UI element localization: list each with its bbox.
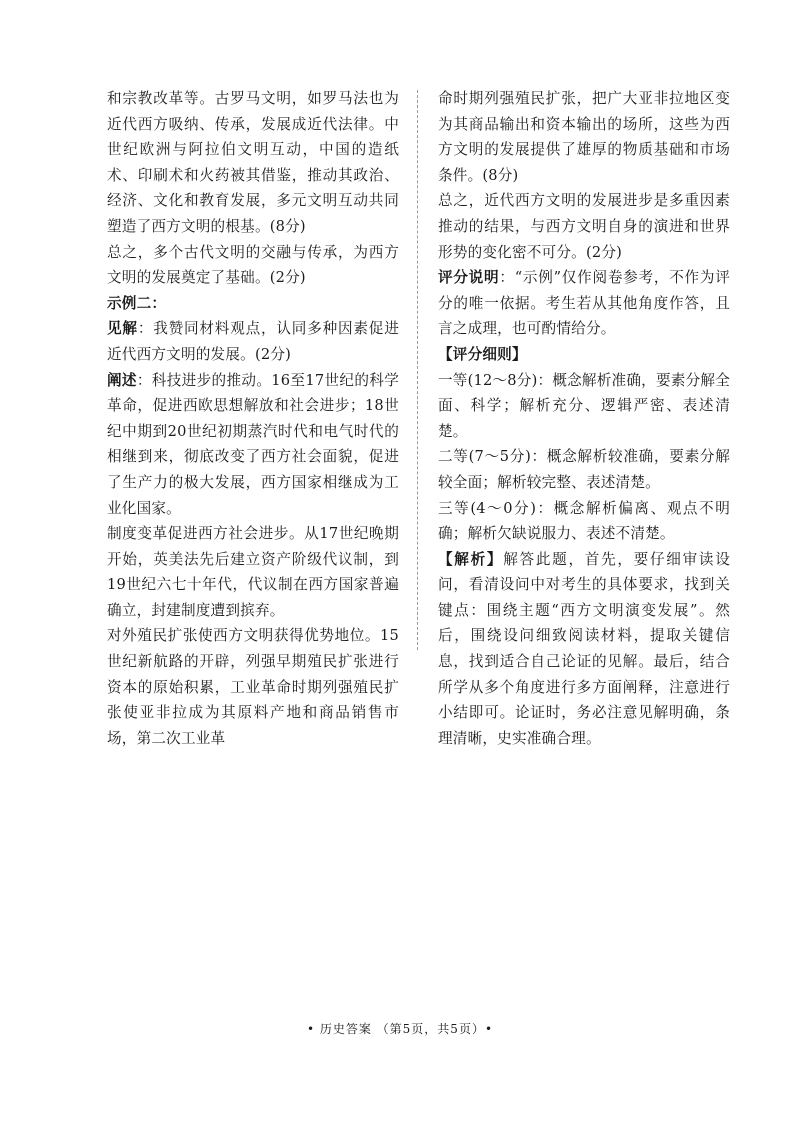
explain-paragraph [107,368,399,522]
right-paragraph-summary-2: 总之，近代西方文明的发展进步是多重因素推动的结果，与西方文明自身的演进和世界形势的变化密不可分。(2分) [438,192,730,261]
view-label: 见解 [107,320,138,338]
scoring-note-label: 评分说明 [438,269,500,287]
explain-text: ：科技进步的推动。16至17世纪的科学革命，促进西欧思想解放和社会进步；18世纪中期到20世纪初期蒸汽时代和电气时代的相继到来，彻底改变了西方社会面貌，促进了生产力的极大发展，西方国家相继成为工业化国家。 [107,371,399,517]
analysis-label: 【解析】 [438,550,504,568]
view-paragraph [107,316,399,367]
view-text: ：我赞同材料观点，认同多种因素促进近代西方文明的发展。(2分) [107,320,400,363]
page-footer: • 历史答案 （第5页，共5页）• [306,1022,494,1036]
explain-label: 阐述 [107,371,137,389]
example-two-heading: 示例二： [107,294,167,312]
analysis-paragraph [438,547,730,752]
colonial-expansion-paragraph: 对外殖民扩张使西方文明获得优势地位。15世纪新航路的开辟，列强早期殖民扩张进行资本的原始积累，工业革命时期列强殖民扩张使亚非拉成为其原料产地和商品销售市场，第二次工业革 [107,627,399,747]
left-paragraph-ancient-civilizations: 和宗教改革等。古罗马文明，如罗马法也为近代西方吸纳、传承，发展成近代法律。中世纪欧洲与阿拉伯文明互动，中国的造纸术、印刷术和火药被其借鉴，推动其政治、经济、文化和教育发展，多元文明互动共同塑造了西方文明的根基。(8分) [107,90,399,235]
scoring-note-text: ：“示例”仅作阅卷参考，不作为评分的唯一依据。考生若从其他角度作答，且言之成理，也可酌情给分。 [438,269,731,338]
left-column [107,86,399,751]
right-paragraph-continued: 命时期列强殖民扩张，把广大亚非拉地区变为其商品输出和资本输出的场所，这些为西方文明的发展提供了雄厚的物质基础和市场条件。(8分) [438,90,730,184]
grade-two: 二等(7～5分)：概念解析较准确，要素分解较全面；解析较完整、表述清楚。 [438,448,730,491]
system-reform-paragraph: 制度变革促进西方社会进步。从17世纪晚期开始，英美法先后建立资产阶级代议制，到19世纪六七十年代，代议制在西方国家普遍确立，封建制度遭到摈弃。 [107,525,399,619]
scoring-rules-heading: 【评分细则】 [438,345,527,363]
analysis-text: 解答此题，首先，要仔细审读设问，看清设问中对考生的具体要求，找到关键点：围绕主题“西方文明演变发展”。然后，围绕设问细致阅读材料，提取关键信息，找到适合自己论证的见解。最后，结合所学从多个角度进行多方面阐释，注意进行小结即可。论证时，务必注意见解明确，条理清晰，史实准确合理。 [438,550,730,747]
column-divider [417,90,418,650]
grade-one: 一等(12～8分)：概念解析准确，要素分解全面、科学；解析充分、逻辑严密、表述清楚。 [438,371,730,440]
left-paragraph-summary-1: 总之，多个古代文明的交融与传承，为西方文明的发展奠定了基础。(2分) [107,243,399,287]
scoring-note-paragraph [438,265,730,342]
right-column [438,86,730,751]
grade-three: 三等(4～0分)：概念解析偏离、观点不明确；解析欠缺说服力、表述不清楚。 [438,499,730,543]
